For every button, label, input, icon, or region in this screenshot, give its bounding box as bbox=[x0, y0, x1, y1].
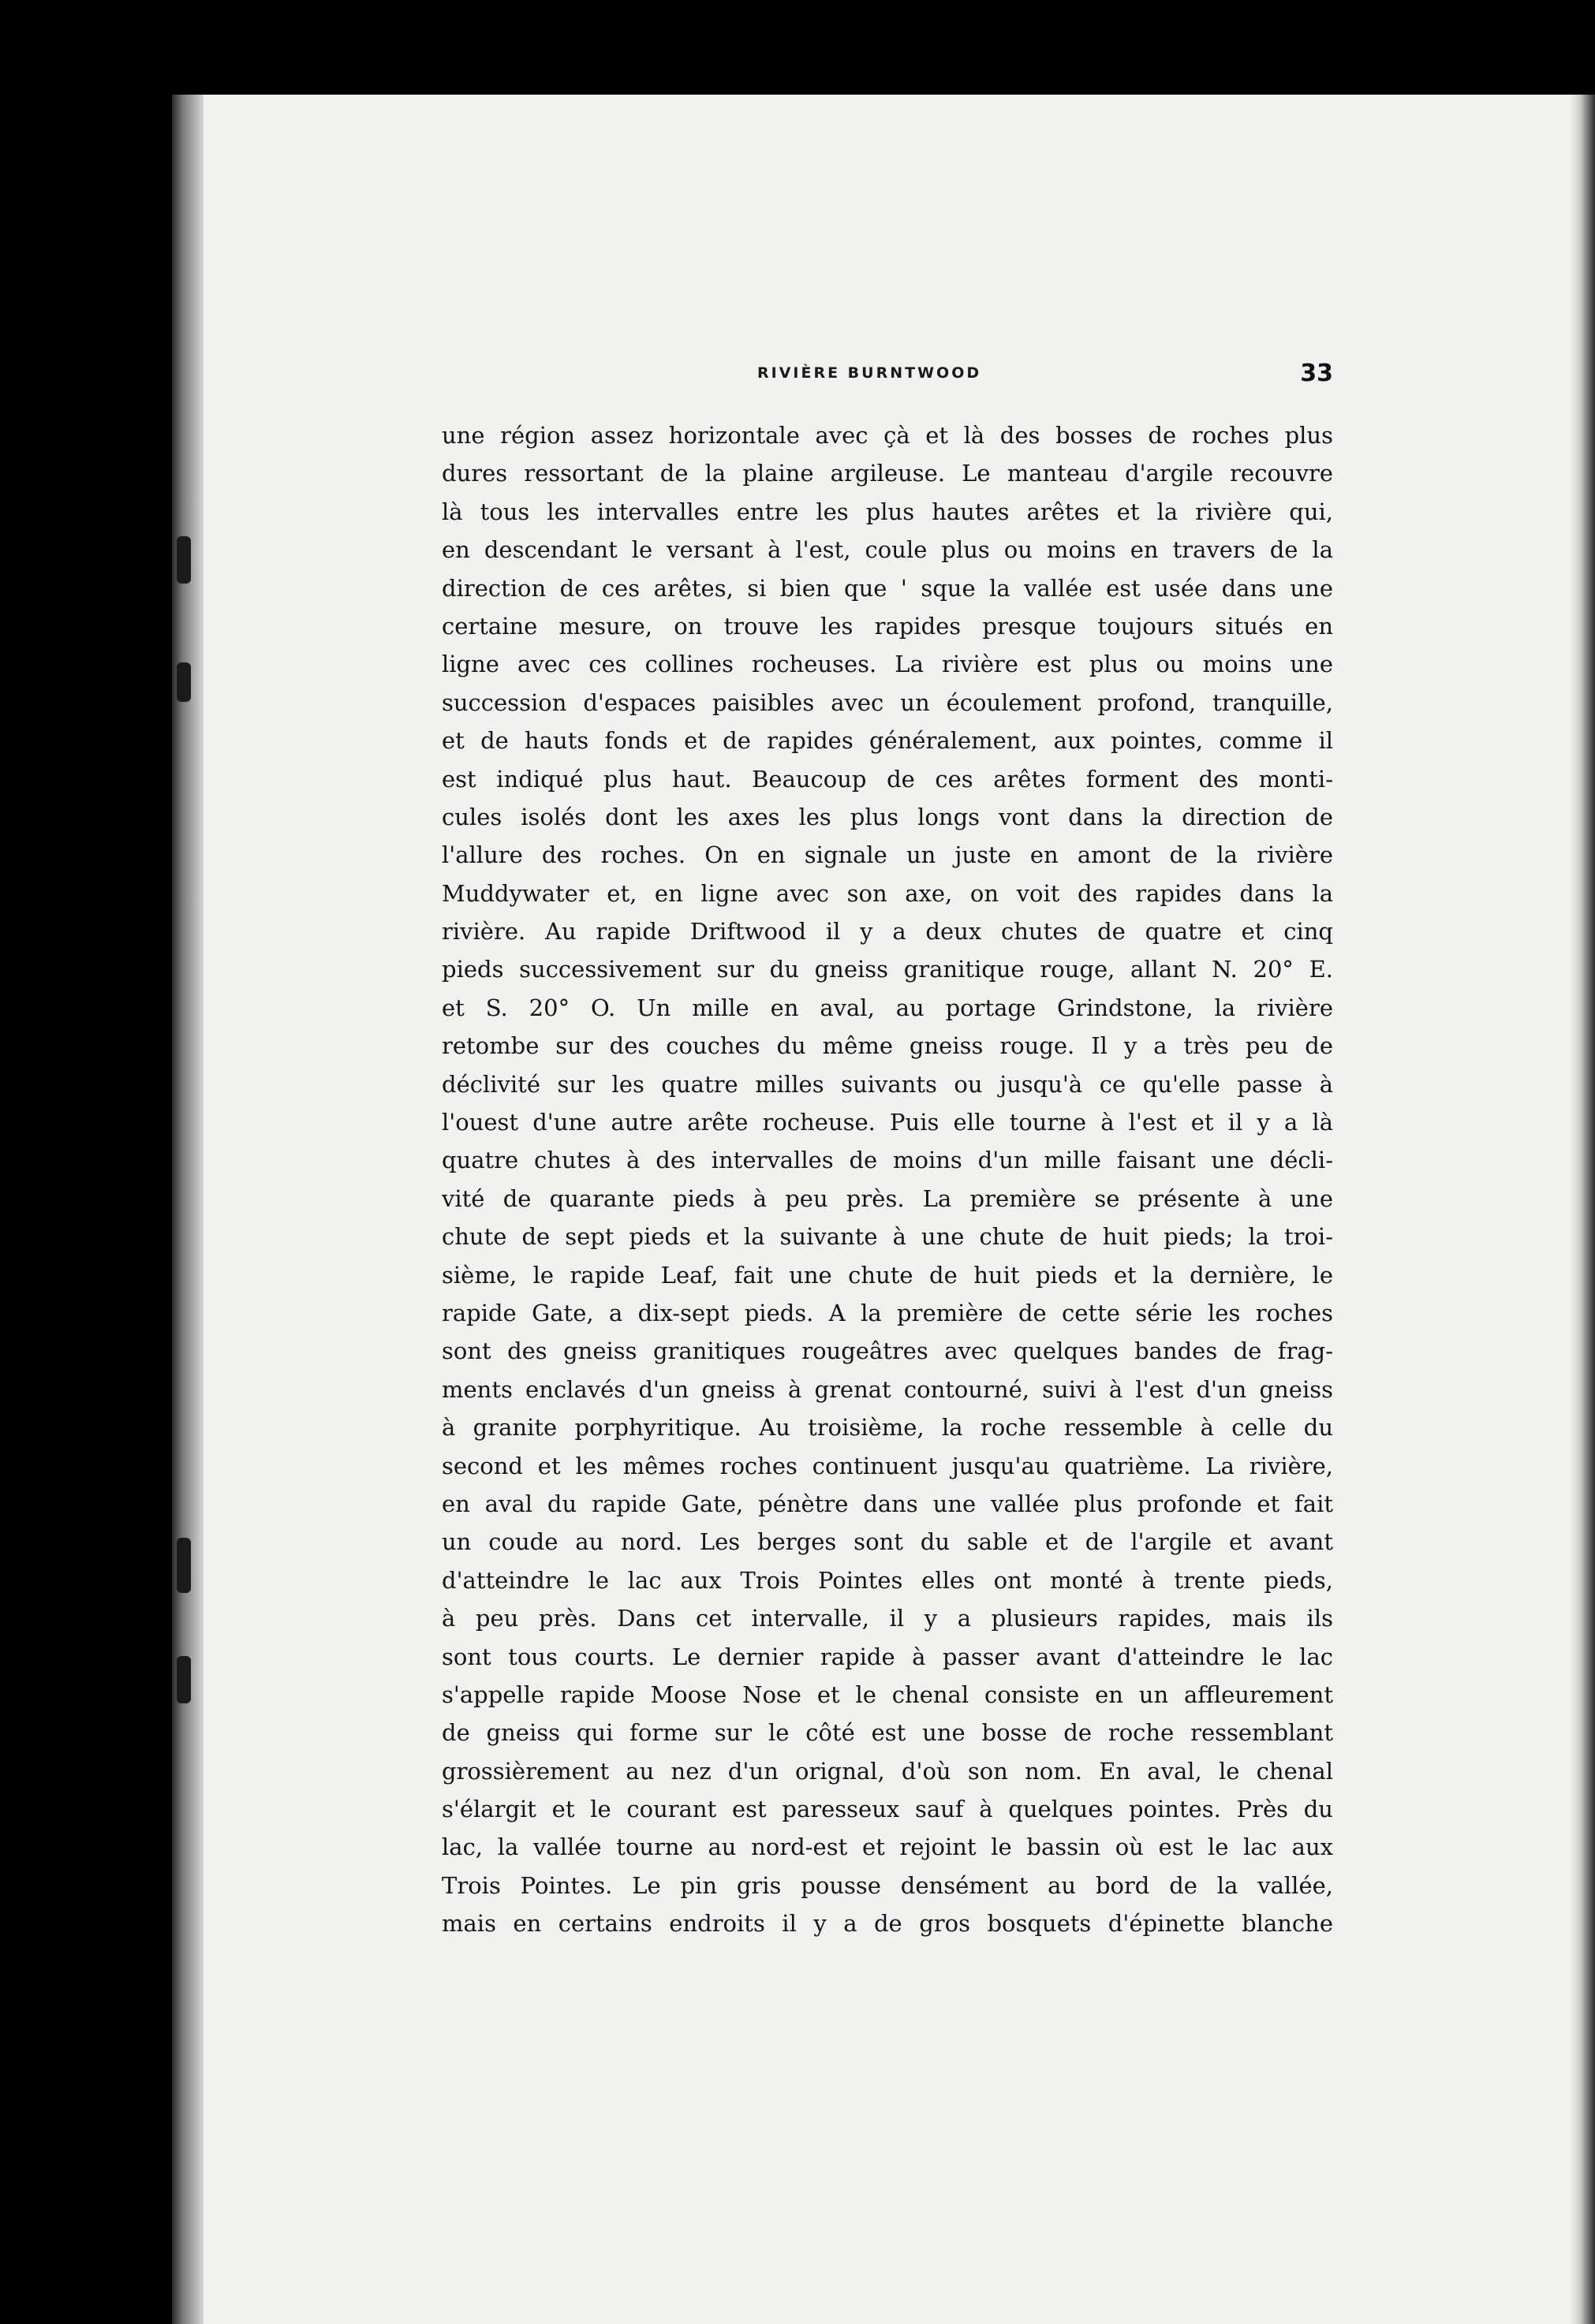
binding-mark bbox=[177, 1656, 191, 1703]
binding-mark bbox=[177, 536, 191, 584]
text-line: s'élargit et le courant est paresseux sauf à quelques pointes. Près du bbox=[442, 1796, 1333, 1823]
text-line: ments enclavés d'un gneiss à grenat contourné, suivi à l'est d'un gneiss bbox=[442, 1375, 1333, 1403]
text-line: retombe sur des couches du même gneiss rouge. Il y a très peu de bbox=[442, 1032, 1333, 1060]
text-line: sième, le rapide Leaf, fait une chute de huit pieds et la dernière, le bbox=[442, 1261, 1333, 1289]
text-line: et de hauts fonds et de rapides généralement, aux pointes, comme il bbox=[442, 727, 1333, 755]
text-line: là tous les intervalles entre les plus hautes arêtes et la rivière qui, bbox=[442, 498, 1333, 525]
binding-mark bbox=[177, 662, 191, 702]
body-text bbox=[442, 416, 1333, 1943]
text-line: sont tous courts. Le dernier rapide à passer avant d'atteindre le lac bbox=[442, 1643, 1333, 1670]
text-line: déclivité sur les quatre milles suivants ou jusqu'à ce qu'elle passe à bbox=[442, 1070, 1333, 1098]
text-line: grossièrement au nez d'un orignal, d'où son nom. En aval, le chenal bbox=[442, 1757, 1333, 1785]
text-line: d'atteindre le lac aux Trois Pointes elles ont monté à trente pieds, bbox=[442, 1566, 1333, 1594]
page-binding-shadow bbox=[172, 95, 204, 2324]
text-line: l'allure des roches. On en signale un juste en amont de la rivière bbox=[442, 841, 1333, 869]
text-line: cules isolés dont les axes les plus longs vont dans la direction de bbox=[442, 803, 1333, 830]
text-line: direction de ces arêtes, si bien que ' sque la vallée est usée dans une bbox=[442, 574, 1333, 602]
text-line: l'ouest d'une autre arête rocheuse. Puis elle tourne à l'est et il y a là bbox=[442, 1109, 1333, 1136]
text-line: un coude au nord. Les berges sont du sable et de l'argile et avant bbox=[442, 1528, 1333, 1556]
text-line: une région assez horizontale avec çà et là des bosses de roches plus bbox=[442, 422, 1333, 449]
running-head: RIVIÈRE BURNTWOOD bbox=[757, 364, 982, 382]
text-line: rapide Gate, a dix-sept pieds. A la première de cette série les roches bbox=[442, 1299, 1333, 1326]
text-line: chute de sept pieds et la suivante à une chute de huit pieds; la troi- bbox=[442, 1223, 1333, 1251]
text-line: Trois Pointes. Le pin gris pousse densément au bord de la vallée, bbox=[442, 1871, 1333, 1899]
text-line: sont des gneiss granitiques rougeâtres avec quelques bandes de frag- bbox=[442, 1337, 1333, 1365]
page-header bbox=[442, 360, 1333, 391]
text-line: et S. 20° O. Un mille en aval, au portage Grindstone, la rivière bbox=[442, 994, 1333, 1021]
text-line: ligne avec ces collines rocheuses. La rivière est plus ou moins une bbox=[442, 651, 1333, 678]
text-line: à granite porphyritique. Au troisième, la roche ressemble à celle du bbox=[442, 1414, 1333, 1442]
text-line: certaine mesure, on trouve les rapides presque toujours situés en bbox=[442, 612, 1333, 640]
text-line: à peu près. Dans cet intervalle, il y a plusieurs rapides, mais ils bbox=[442, 1605, 1333, 1632]
text-line: de gneiss qui forme sur le côté est une bosse de roche ressemblant bbox=[442, 1719, 1333, 1747]
text-line: second et les mêmes roches continuent jusqu'au quatrième. La rivière, bbox=[442, 1452, 1333, 1479]
text-line: vité de quarante pieds à peu près. La première se présente à une bbox=[442, 1184, 1333, 1212]
text-line: lac, la vallée tourne au nord-est et rejoint le bassin où est le lac aux bbox=[442, 1833, 1333, 1861]
page-number: 33 bbox=[1300, 360, 1333, 387]
text-line: en aval du rapide Gate, pénètre dans une vallée plus profonde et fait bbox=[442, 1490, 1333, 1517]
text-line: s'appelle rapide Moose Nose et le chenal consiste en un affleurement bbox=[442, 1681, 1333, 1708]
text-line: quatre chutes à des intervalles de moins d'un mille faisant une décli- bbox=[442, 1147, 1333, 1174]
text-line: en descendant le versant à l'est, coule plus ou moins en travers de la bbox=[442, 536, 1333, 564]
page-right-edge-shadow bbox=[1570, 95, 1595, 2324]
text-line: rivière. Au rapide Driftwood il y a deux chutes de quatre et cinq bbox=[442, 918, 1333, 946]
text-line: pieds successivement sur du gneiss granitique rouge, allant N. 20° E. bbox=[442, 956, 1333, 983]
binding-mark bbox=[177, 1538, 191, 1593]
text-line: succession d'espaces paisibles avec un écoulement profond, tranquille, bbox=[442, 688, 1333, 716]
text-line: dures ressortant de la plaine argileuse. Le manteau d'argile recouvre bbox=[442, 460, 1333, 487]
text-line: est indiqué plus haut. Beaucoup de ces arêtes forment des monti- bbox=[442, 765, 1333, 793]
text-line: Muddywater et, en ligne avec son axe, on voit des rapides dans la bbox=[442, 879, 1333, 907]
text-line: mais en certains endroits il y a de gros bosquets d'épinette blanche bbox=[442, 1910, 1333, 1938]
